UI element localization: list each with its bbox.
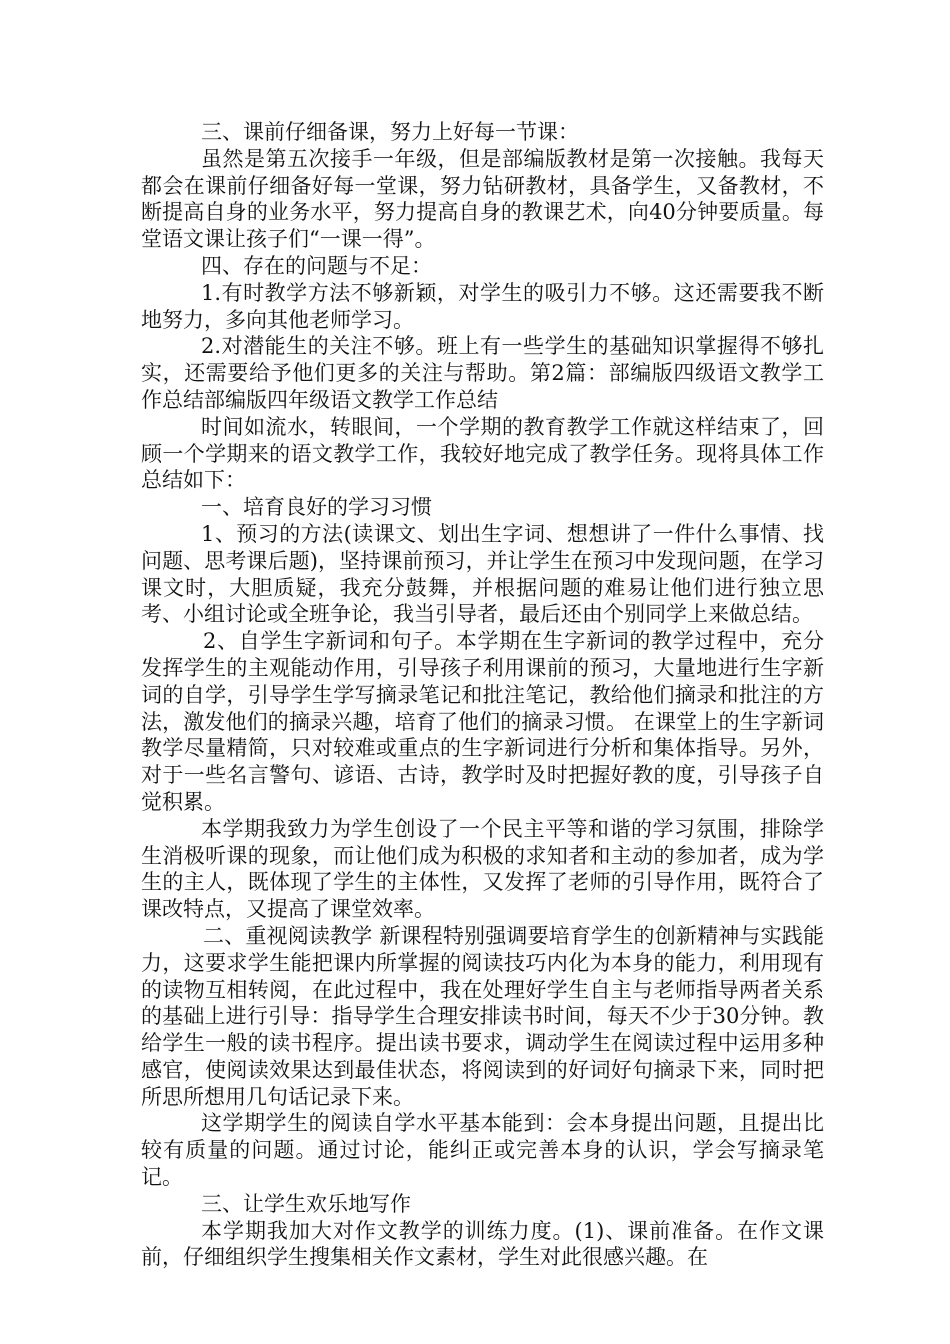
section-heading-3: 三、课前仔细备课，努力上好每一节课： — [201, 120, 579, 144]
paragraph: 2、自学生字新词和句子。本学期在生字新词的教学过程中，充分发挥学生的主观能动作用，引导孩子利用课前的预习，大量地进行生字新词的自学，引导学生学写摘录笔记和批注笔记，教给他们摘录和批注的方法，激发他们的摘录兴趣，培育了他们的摘录习惯。 在课堂上的生字新词教学尽量精简，只对较难或重点的生字新词进行分析和集体指导。另外，对于一些名言警句、谚语、古诗，教学时及时把握好教的度，引导孩子自觉积累。 — [141, 629, 824, 814]
section-heading-3b: 三、让学生欢乐地写作 — [201, 1191, 411, 1216]
paragraph: 本学期我致力为学生创设了一个民主平等和谐的学习氛围，排除学生消极听课的现象，而让他们成为积极的求知者和主动的参加者，成为学生的主人，既体现了学生的主体性，又发挥了老师的引导作用，既符合了课改特点，又提高了课堂效率。 — [141, 816, 824, 922]
paragraph: 1、预习的方法(读课文、划出生字词、想想讲了一件什么事情、找问题、思考课后题)，坚持课前预习，并让学生在预习中发现问题，在学习课文时，大胆质疑，我充分鼓舞，并根据问题的难易让他们进行独立思考、小组讨论或全班争论，我当引导者，最后还由个别同学上来做总结。 — [141, 521, 824, 627]
paragraph: 本学期我加大对作文教学的训练力度。(1)、课前准备。在作文课前，仔细组织学生搜集相关作文素材，学生对此很感兴趣。在 — [141, 1218, 824, 1270]
section-heading-1: 一、培育良好的学习习惯 — [201, 495, 432, 520]
paragraph: 1.有时教学方法不够新颖，对学生的吸引力不够。这还需要我不断地努力，多向其他老师学习。 — [141, 280, 824, 332]
paragraph: 二、重视阅读教学 新课程特别强调要培育学生的创新精神与实践能力，这要求学生能把课内所掌握的阅读技巧内化为本身的能力，利用现有的读物互相转阅，在此过程中，我在处理好学生自主与老师指导两者关系的基础上进行引导：指导学生合理安排读书时间，每天不少于30分钟。教给学生一般的读书程序。提出读书要求，调动学生在阅读过程中运用多种感官，使阅读效果达到最佳状态，将阅读到的好词好句摘录下来，同时把所思所想用几句话记录下来。 — [141, 923, 824, 1109]
paragraph: 虽然是第五次接手一年级，但是部编版教材是第一次接触。我每天都会在课前仔细备好每一堂课，努力钻研教材，具备学生，又备教材，不断提高自身的业务水平，努力提高自身的教课艺术，向40分钟要质量。每堂语文课让孩子们“一课一得”。 — [141, 146, 824, 252]
paragraph: 这学期学生的阅读自学水平基本能到：会本身提出问题，且提出比较有质量的问题。通过讨论，能纠正或完善本身的认识，学会写摘录笔记。 — [141, 1111, 824, 1190]
paragraph: 时间如流水，转眼间，一个学期的教育教学工作就这样结束了，回顾一个学期来的语文教学工作，我较好地完成了教学任务。现将具体工作总结如下： — [141, 414, 824, 493]
section-heading-4: 四、存在的问题与不足： — [201, 253, 432, 278]
document-body — [141, 119, 824, 1271]
paragraph: 2.对潜能生的关注不够。班上有一些学生的基础知识掌握得不够扎实，还需要给予他们更多的关注与帮助。第2篇：部编版四级语文教学工作总结部编版四年级语文教学工作总结 — [141, 334, 824, 412]
